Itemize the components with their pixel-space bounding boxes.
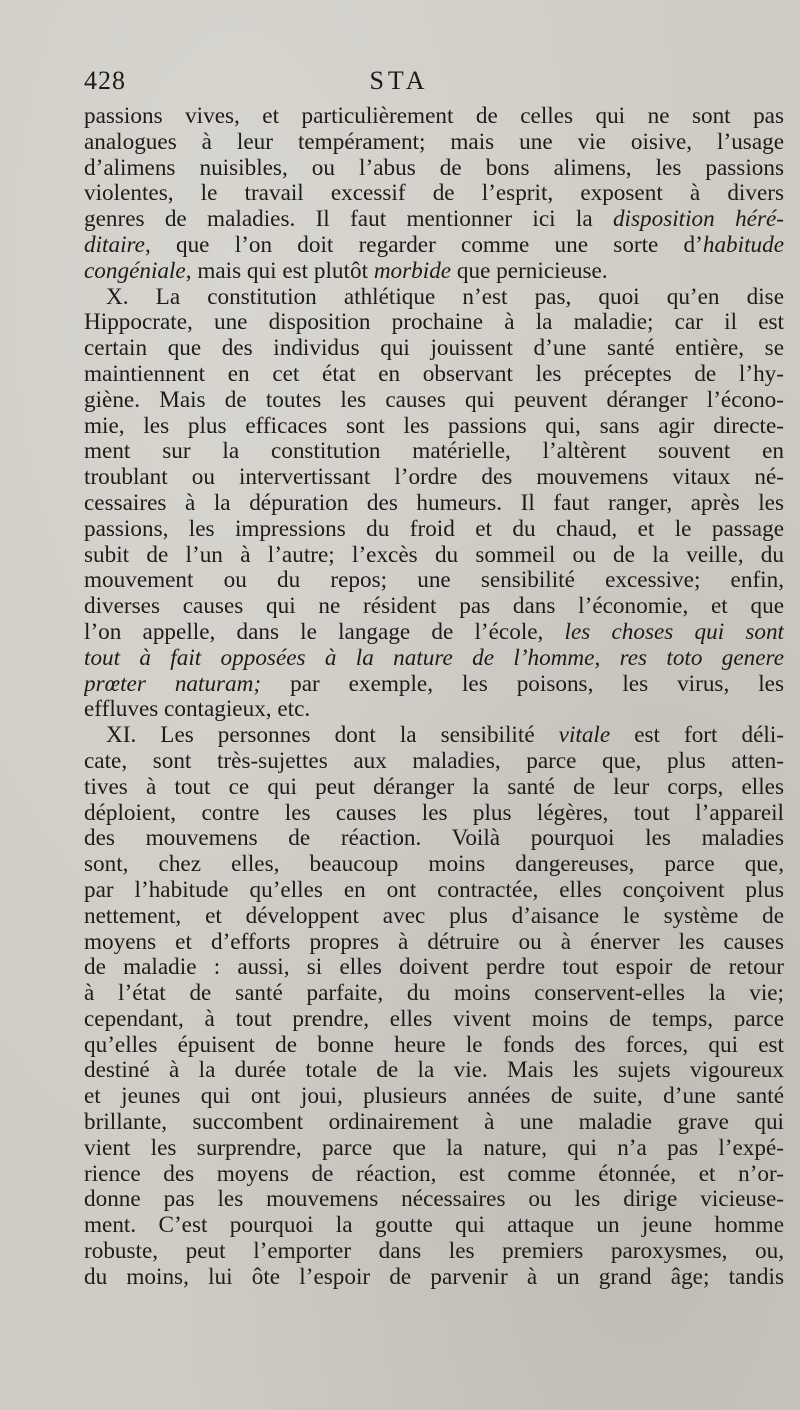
text-line xyxy=(84,955,784,981)
text-segment: analogues à leur tempérament; mais une vie oisive, l’usage xyxy=(84,129,784,155)
text-segment: ment. C’est pourquoi la goutte qui attaque un jeune homme xyxy=(84,1213,784,1239)
text-segment: mouvement ou du repos; une sensibilité excessive; enfin, xyxy=(84,568,784,594)
text-line xyxy=(84,1136,784,1162)
text-line xyxy=(84,697,784,723)
text-line xyxy=(84,568,784,594)
text-segment: mie, les plus efficaces sont les passions qui, sans agir directe- xyxy=(84,413,784,439)
text-segment: certain que des individus qui jouissent d’une santé entière, se xyxy=(84,336,784,362)
text-segment: l’on appelle, dans le langage de l’école, xyxy=(84,619,565,645)
text-line xyxy=(84,543,784,569)
italic-text: congéniale xyxy=(84,258,186,284)
text-segment: vient les surprendre, parce que la nature, qui n’a pas l’expé- xyxy=(84,1135,784,1161)
page-header xyxy=(84,66,714,100)
text-segment: cessaires à la dépuration des humeurs. Il faut ranger, après les xyxy=(84,490,784,516)
text-line xyxy=(84,620,784,646)
page-number: 428 xyxy=(84,66,126,95)
text-segment: diverses causes qui ne résident pas dans l’économie, et que xyxy=(84,594,784,620)
text-segment: ment sur la constitution matérielle, l’altèrent souvent en xyxy=(84,439,784,465)
text-segment: nettement, et développent avec plus d’aisance le système de xyxy=(84,903,784,929)
text-segment: , mais qui est plutôt xyxy=(185,258,374,284)
text-line xyxy=(84,259,784,285)
text-segment: Hippocrate, une disposition prochaine à la maladie; car il est xyxy=(84,310,784,336)
text-line xyxy=(84,465,784,491)
body-text xyxy=(84,104,784,1291)
text-segment: robuste, peut l’emporter dans les premiers paroxysmes, ou, xyxy=(84,1239,784,1265)
text-line xyxy=(84,414,784,440)
text-line xyxy=(84,362,784,388)
text-segment: X. La constitution athlétique n’est pas, quoi qu’en dise xyxy=(106,284,784,310)
italic-text: vitale xyxy=(558,723,611,749)
italic-text: les choses qui sont xyxy=(564,619,784,645)
text-line xyxy=(84,285,784,311)
text-segment: cependant, à tout prendre, elles vivent moins de temps, parce xyxy=(84,1006,784,1032)
text-line xyxy=(84,852,784,878)
text-segment: , xyxy=(594,645,620,671)
text-segment: donne pas les mouvemens nécessaires ou les dirige vicieuse- xyxy=(84,1187,784,1213)
text-segment: genres de maladies. Il faut mentionner ici la xyxy=(84,207,613,233)
text-segment: passions, les impressions du froid et du chaud, et le passage xyxy=(84,516,784,542)
text-line xyxy=(84,904,784,930)
text-segment: violentes, le travail excessif de l’esprit, exposent à divers xyxy=(84,181,784,207)
text-line xyxy=(84,981,784,1007)
text-segment: subit de l’un à l’autre; l’excès du sommeil ou de la veille, du xyxy=(84,542,784,568)
text-line xyxy=(84,207,784,233)
text-segment: giène. Mais de toutes les causes qui peuvent déranger l’écono- xyxy=(84,387,784,413)
text-segment: des mouvemens de réaction. Voilà pourquoi les maladies xyxy=(84,826,784,852)
text-segment: est fort déli- xyxy=(610,723,784,749)
text-line xyxy=(84,878,784,904)
text-line xyxy=(84,310,784,336)
italic-text: habitude xyxy=(702,232,784,258)
italic-text: ditaire xyxy=(84,232,145,258)
text-segment: effluves contagieux, etc. xyxy=(84,697,311,723)
text-line xyxy=(84,646,784,672)
text-segment: XI. Les personnes dont la sensibilité xyxy=(106,723,559,749)
text-line xyxy=(84,491,784,517)
italic-text: morbide xyxy=(373,258,452,284)
text-line xyxy=(84,594,784,620)
text-line xyxy=(84,1213,784,1239)
text-segment: tives à tout ce qui peut déranger la santé de leur corps, elles xyxy=(84,774,784,800)
italic-text: disposition héré- xyxy=(612,207,784,233)
text-segment: par l’habitude qu’elles en ont contractée, elles conçoivent plus xyxy=(84,877,784,903)
italic-text: tout à fait opposées à la nature de l’homme xyxy=(84,645,595,671)
text-line xyxy=(84,1084,784,1110)
text-line xyxy=(84,749,784,775)
text-segment: d’alimens nuisibles, ou l’abus de bons alimens, les passions xyxy=(84,155,784,181)
text-segment: et jeunes qui ont joui, plusieurs années de suite, d’une santé xyxy=(84,1084,784,1110)
text-line xyxy=(84,104,784,130)
text-line xyxy=(84,775,784,801)
text-line xyxy=(84,723,784,749)
text-segment: déploient, contre les causes les plus légères, tout l’appareil xyxy=(84,800,784,826)
text-segment: que pernicieuse. xyxy=(451,258,608,284)
text-line xyxy=(84,233,784,259)
text-line xyxy=(84,336,784,362)
text-line xyxy=(84,517,784,543)
text-line xyxy=(84,439,784,465)
text-segment: à l’état de santé parfaite, du moins conservent-elles la vie; xyxy=(84,981,784,1007)
text-segment: sont, chez elles, beaucoup moins dangereuses, parce que, xyxy=(84,852,784,878)
text-segment: rience des moyens de réaction, est comme étonnée, et n’or- xyxy=(84,1161,784,1187)
text-line xyxy=(84,1058,784,1084)
text-line xyxy=(84,1187,784,1213)
text-line xyxy=(84,672,784,698)
text-segment: destiné à la durée totale de la vie. Mais les sujets vigoureux xyxy=(84,1058,784,1084)
text-segment: qu’elles épuisent de bonne heure le fonds des forces, qui est xyxy=(84,1032,784,1058)
text-line xyxy=(84,1033,784,1059)
text-segment: cate, sont très-sujettes aux maladies, parce que, plus atten- xyxy=(84,748,784,774)
text-line xyxy=(84,130,784,156)
text-line xyxy=(84,1239,784,1265)
text-line xyxy=(84,1110,784,1136)
text-line xyxy=(84,1162,784,1188)
text-segment: moyens et d’efforts propres à détruire ou à énerver les causes xyxy=(84,929,784,955)
text-segment: par exemple, les poisons, les virus, les xyxy=(261,671,784,697)
text-segment: passions vives, et particulièrement de celles qui ne sont pas xyxy=(84,104,784,129)
text-segment: du moins, lui ôte l’espoir de parvenir à un grand âge; tandis xyxy=(84,1264,784,1290)
text-segment: maintiennent en cet état en observant les préceptes de l’hy- xyxy=(84,361,784,387)
running-head: STA xyxy=(369,66,429,95)
text-segment: , que l’on doit regarder comme une sorte d’ xyxy=(144,232,703,258)
text-line xyxy=(84,826,784,852)
italic-text: res toto genere xyxy=(619,645,784,671)
text-segment: troublant ou intervertissant l’ordre des mouvemens vitaux né- xyxy=(84,465,784,491)
text-line xyxy=(84,156,784,182)
text-segment: de maladie : aussi, si elles doivent perdre tout espoir de retour xyxy=(84,955,784,981)
text-line xyxy=(84,801,784,827)
text-segment: brillante, succombent ordinairement à une maladie grave qui xyxy=(84,1110,784,1136)
text-line xyxy=(84,930,784,956)
italic-text: prœter naturam; xyxy=(84,671,262,697)
text-line xyxy=(84,388,784,414)
text-line xyxy=(84,1265,784,1291)
text-line xyxy=(84,181,784,207)
text-line xyxy=(84,1007,784,1033)
